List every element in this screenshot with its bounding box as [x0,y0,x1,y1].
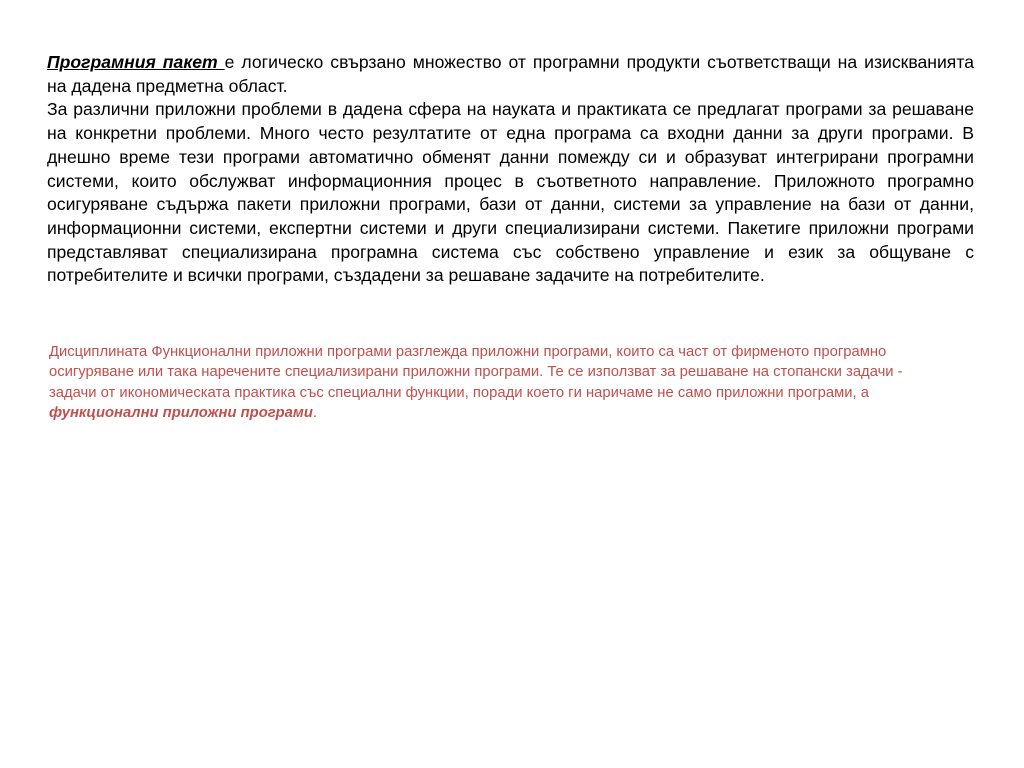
discipline-note-block [49,342,954,423]
discipline-note-end: . [312,404,318,421]
discipline-note-text: Дисциплината Функционални приложни програми разглежда приложни програми, които са част от фирменото програмно осигуряване или така наречените специализирани приложни програми. Те се използват за решаване на стопански задачи - задачи от икономическата практика със специални функции, поради което ги наричаме не само приложни програми, а [49,344,903,401]
defined-term: Програмния пакет [47,52,225,72]
description-paragraph: За различни приложни проблеми в дадена сфера на науката и практиката се предлагат програми за решаване на конкретни проблеми. Много често резултатите от една програма са входни данни за други програми. В днешно време тези програми автоматично обменят данни помежду си и образуват интегрирани програмни системи, които обслужват информационния процес в съответното направление. Приложното програмно осигуряване съдържа пакети приложни програми, бази от данни, системи за управление на бази от данни, информационни системи, експертни системи и други специализирани системи. Пакетиге приложни програми представляват специализирана програмна система със собствено управление и език за общуване с потребителите и всички програми, създадени за решаване задачите на потребителите. [47,99,974,286]
definition-text: е логическо свързано множество от програмни продукти съответстващи на изискванията на дадена предметна област. [47,52,974,96]
main-text-block [47,51,974,288]
discipline-note-paragraph [49,342,954,423]
discipline-note-term: функционални приложни програми [49,404,313,421]
definition-paragraph [47,51,974,98]
